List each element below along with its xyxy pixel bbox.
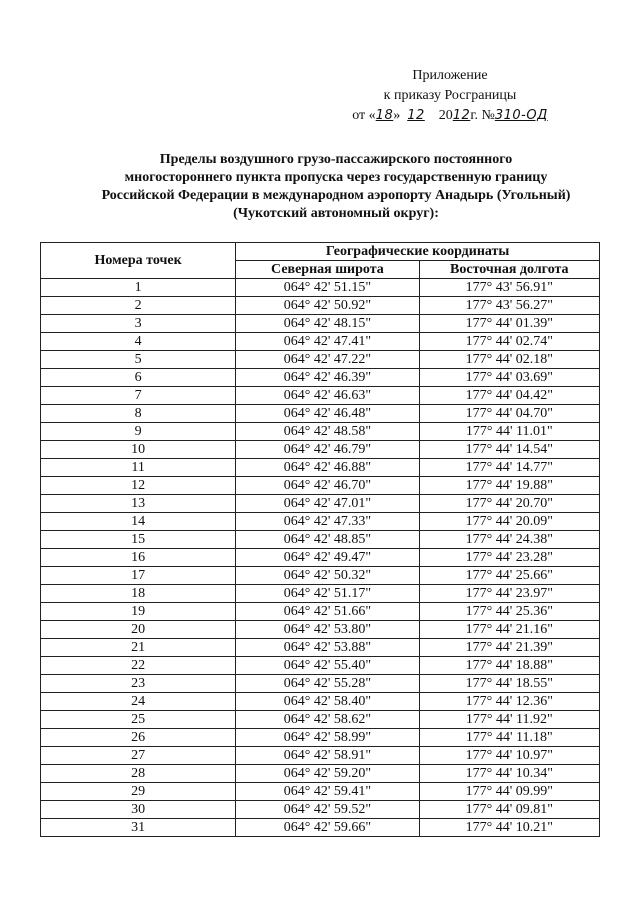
longitude-cell: 177° 44' 23.28"	[419, 549, 599, 567]
table-row	[41, 369, 600, 387]
point-number-cell: 6	[41, 369, 236, 387]
longitude-cell: 177° 44' 21.16"	[419, 621, 599, 639]
longitude-cell: 177° 44' 14.77"	[419, 459, 599, 477]
date-month: 12	[407, 108, 425, 123]
point-number-cell: 5	[41, 351, 236, 369]
point-number-cell: 31	[41, 819, 236, 837]
longitude-cell: 177° 43' 56.27"	[419, 297, 599, 315]
latitude-cell: 064° 42' 58.40"	[236, 693, 419, 711]
latitude-cell: 064° 42' 47.41"	[236, 333, 419, 351]
longitude-cell: 177° 44' 04.42"	[419, 387, 599, 405]
point-number-cell: 14	[41, 513, 236, 531]
table-row	[41, 351, 600, 369]
order-number-label: г. №	[470, 108, 495, 123]
longitude-cell: 177° 44' 24.38"	[419, 531, 599, 549]
longitude-cell: 177° 44' 03.69"	[419, 369, 599, 387]
latitude-cell: 064° 42' 55.40"	[236, 657, 419, 675]
table-row	[41, 477, 600, 495]
table-row	[41, 405, 600, 423]
point-number-cell: 13	[41, 495, 236, 513]
latitude-cell: 064° 42' 50.32"	[236, 567, 419, 585]
point-number-cell: 20	[41, 621, 236, 639]
date-close-quote: »	[393, 108, 401, 123]
table-row	[41, 513, 600, 531]
longitude-cell: 177° 44' 02.74"	[419, 333, 599, 351]
table-row	[41, 603, 600, 621]
document-title	[56, 151, 616, 223]
longitude-cell: 177° 44' 10.97"	[419, 747, 599, 765]
title-line-2: многостороннего пункта пропуска через государственную границу	[124, 170, 548, 185]
longitude-cell: 177° 44' 11.01"	[419, 423, 599, 441]
point-number-cell: 24	[41, 693, 236, 711]
table-row	[41, 801, 600, 819]
title-line-1: Пределы воздушного грузо-пассажирского постоянного	[159, 152, 513, 167]
table-row	[41, 621, 600, 639]
table-row	[41, 333, 600, 351]
table-row	[41, 495, 600, 513]
longitude-cell: 177° 44' 04.70"	[419, 405, 599, 423]
header-longitude: Восточная долгота	[419, 261, 599, 279]
longitude-cell: 177° 44' 09.81"	[419, 801, 599, 819]
longitude-cell: 177° 44' 10.34"	[419, 765, 599, 783]
title-line-3: Российской Федерации в международном аэропорту Анадырь (Угольный)	[101, 188, 571, 203]
point-number-cell: 16	[41, 549, 236, 567]
table-row	[41, 819, 600, 837]
table-row	[41, 423, 600, 441]
longitude-cell: 177° 44' 14.54"	[419, 441, 599, 459]
table-row	[41, 315, 600, 333]
latitude-cell: 064° 42' 58.91"	[236, 747, 419, 765]
header-point-numbers: Номера точек	[41, 243, 236, 279]
point-number-cell: 2	[41, 297, 236, 315]
latitude-cell: 064° 42' 53.80"	[236, 621, 419, 639]
latitude-cell: 064° 42' 51.66"	[236, 603, 419, 621]
latitude-cell: 064° 42' 51.17"	[236, 585, 419, 603]
latitude-cell: 064° 42' 46.63"	[236, 387, 419, 405]
longitude-cell: 177° 44' 18.88"	[419, 657, 599, 675]
header-geo-coordinates: Географические координаты	[236, 243, 600, 261]
latitude-cell: 064° 42' 47.33"	[236, 513, 419, 531]
header-latitude: Северная широта	[236, 261, 419, 279]
longitude-cell: 177° 44' 25.36"	[419, 603, 599, 621]
date-year-prefix: 20	[438, 108, 453, 123]
appendix-order-ref: к приказу Росграницы	[383, 88, 517, 103]
title-line-4: (Чукотский автономный округ):	[233, 206, 439, 221]
appendix-label: Приложение	[412, 68, 488, 83]
point-number-cell: 23	[41, 675, 236, 693]
table-row	[41, 657, 600, 675]
date-year-suffix: 12	[452, 108, 471, 123]
longitude-cell: 177° 44' 10.21"	[419, 819, 599, 837]
longitude-cell: 177° 44' 25.66"	[419, 567, 599, 585]
latitude-cell: 064° 42' 46.88"	[236, 459, 419, 477]
latitude-cell: 064° 42' 46.39"	[236, 369, 419, 387]
latitude-cell: 064° 42' 51.15"	[236, 279, 419, 297]
longitude-cell: 177° 44' 19.88"	[419, 477, 599, 495]
table-row	[41, 549, 600, 567]
point-number-cell: 4	[41, 333, 236, 351]
latitude-cell: 064° 42' 59.66"	[236, 819, 419, 837]
table-row	[41, 567, 600, 585]
table-row	[41, 747, 600, 765]
latitude-cell: 064° 42' 59.52"	[236, 801, 419, 819]
table-row	[41, 729, 600, 747]
table-row	[41, 441, 600, 459]
longitude-cell: 177° 44' 20.09"	[419, 513, 599, 531]
latitude-cell: 064° 42' 50.92"	[236, 297, 419, 315]
latitude-cell: 064° 42' 46.48"	[236, 405, 419, 423]
latitude-cell: 064° 42' 53.88"	[236, 639, 419, 657]
longitude-cell: 177° 44' 11.18"	[419, 729, 599, 747]
point-number-cell: 25	[41, 711, 236, 729]
table-body	[41, 279, 600, 837]
point-number-cell: 15	[41, 531, 236, 549]
latitude-cell: 064° 42' 47.01"	[236, 495, 419, 513]
appendix-date-line	[330, 106, 570, 126]
latitude-cell: 064° 42' 59.41"	[236, 783, 419, 801]
latitude-cell: 064° 42' 47.22"	[236, 351, 419, 369]
point-number-cell: 9	[41, 423, 236, 441]
table-row	[41, 639, 600, 657]
point-number-cell: 17	[41, 567, 236, 585]
longitude-cell: 177° 44' 09.99"	[419, 783, 599, 801]
latitude-cell: 064° 42' 49.47"	[236, 549, 419, 567]
table-row	[41, 693, 600, 711]
latitude-cell: 064° 42' 46.79"	[236, 441, 419, 459]
latitude-cell: 064° 42' 48.58"	[236, 423, 419, 441]
point-number-cell: 21	[41, 639, 236, 657]
table-header-row-1	[41, 243, 600, 261]
latitude-cell: 064° 42' 58.99"	[236, 729, 419, 747]
point-number-cell: 11	[41, 459, 236, 477]
longitude-cell: 177° 44' 18.55"	[419, 675, 599, 693]
table-row	[41, 387, 600, 405]
table-row	[41, 279, 600, 297]
point-number-cell: 30	[41, 801, 236, 819]
point-number-cell: 1	[41, 279, 236, 297]
latitude-cell: 064° 42' 59.20"	[236, 765, 419, 783]
point-number-cell: 27	[41, 747, 236, 765]
table-row	[41, 765, 600, 783]
point-number-cell: 29	[41, 783, 236, 801]
longitude-cell: 177° 44' 11.92"	[419, 711, 599, 729]
point-number-cell: 28	[41, 765, 236, 783]
table-row	[41, 711, 600, 729]
latitude-cell: 064° 42' 55.28"	[236, 675, 419, 693]
table-row	[41, 675, 600, 693]
table-row	[41, 531, 600, 549]
table-row	[41, 585, 600, 603]
point-number-cell: 7	[41, 387, 236, 405]
latitude-cell: 064° 42' 48.15"	[236, 315, 419, 333]
table-row	[41, 783, 600, 801]
point-number-cell: 12	[41, 477, 236, 495]
point-number-cell: 19	[41, 603, 236, 621]
date-day: 18	[375, 108, 394, 123]
longitude-cell: 177° 43' 56.91"	[419, 279, 599, 297]
longitude-cell: 177° 44' 23.97"	[419, 585, 599, 603]
latitude-cell: 064° 42' 58.62"	[236, 711, 419, 729]
point-number-cell: 22	[41, 657, 236, 675]
point-number-cell: 18	[41, 585, 236, 603]
coordinates-table	[40, 242, 600, 837]
point-number-cell: 10	[41, 441, 236, 459]
latitude-cell: 064° 42' 48.85"	[236, 531, 419, 549]
table-row	[41, 297, 600, 315]
point-number-cell: 26	[41, 729, 236, 747]
point-number-cell: 3	[41, 315, 236, 333]
date-prefix: от «	[352, 108, 376, 123]
longitude-cell: 177° 44' 01.39"	[419, 315, 599, 333]
table-header	[41, 243, 600, 279]
table-row	[41, 459, 600, 477]
longitude-cell: 177° 44' 12.36"	[419, 693, 599, 711]
longitude-cell: 177° 44' 20.70"	[419, 495, 599, 513]
appendix-header	[330, 66, 570, 126]
longitude-cell: 177° 44' 02.18"	[419, 351, 599, 369]
latitude-cell: 064° 42' 46.70"	[236, 477, 419, 495]
longitude-cell: 177° 44' 21.39"	[419, 639, 599, 657]
point-number-cell: 8	[41, 405, 236, 423]
order-number: 310-ОД	[494, 108, 548, 123]
